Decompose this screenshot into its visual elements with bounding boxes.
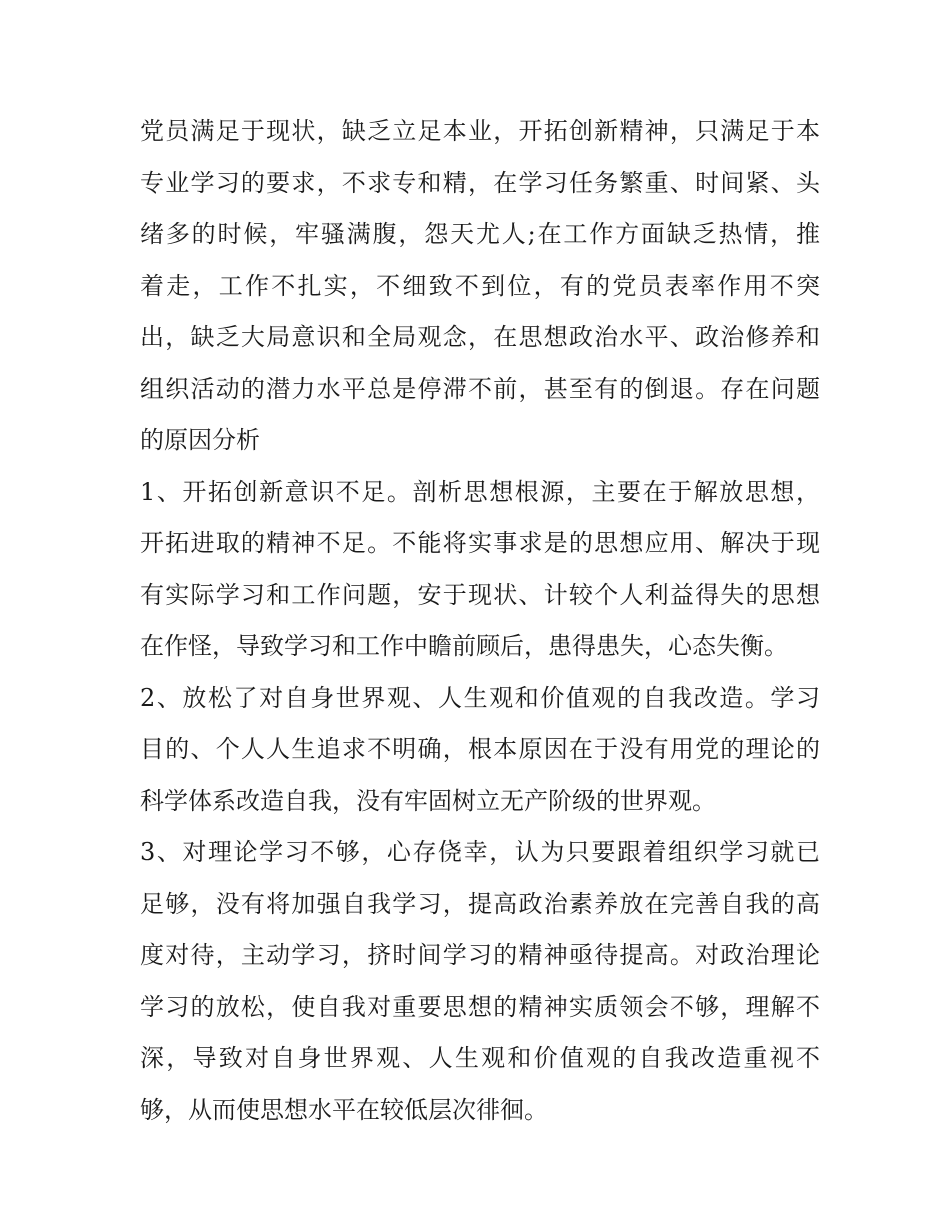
text-line: 足够，没有将加强自我学习，提高政治素养放在完善自我的高 [140,889,820,918]
text-line: 党员满足于现状，缺乏立足本业，开拓创新精神，只满足于本 [140,117,820,145]
text-line: 在作怪，导致学习和工作中瞻前顾后，患得患失，心态失衡。 [140,632,788,660]
point-2-line: 2、放松了对自身世界观、人生观和价值观的自我改造。学习 [140,683,820,712]
text-line: 着走，工作不扎实，不细致不到位，有的党员表率作用不突 [140,271,820,300]
text-line: 有实际学习和工作问题，安于现状、计较个人利益得失的思想 [140,580,820,609]
text-line: 绪多的时候，牢骚满腹，怨天尤人;在工作方面缺乏热情，推 [140,220,820,248]
text-line: 度对待，主动学习，挤时间学习的精神亟待提高。对政治理论 [140,941,820,969]
text-line: 科学体系改造自我，没有牢固树立无产阶级的世界观。 [140,786,716,815]
text-line: 组织活动的潜力水平总是停滞不前，甚至有的倒退。存在问题 [140,374,820,403]
point-1-line: 1、开拓创新意识不足。剖析思想根源，主要在于解放思想， [140,477,820,506]
text-line: 专业学习的要求，不求专和精，在学习任务繁重、时间紧、头 [140,168,820,197]
section-heading-line: 的原因分析 [140,426,260,454]
text-line: 学习的放松，使自我对重要思想的精神实质领会不够，理解不 [140,992,820,1021]
text-line: 开拓进取的精神不足。不能将实事求是的思想应用、解决于现 [140,529,820,557]
text-line: 出，缺乏大局意识和全局观念，在思想政治水平、政治修养和 [140,323,820,351]
point-3-line: 3、对理论学习不够，心存侥幸，认为只要跟着组织学习就已 [140,838,820,866]
document-body [140,106,820,1136]
text-line: 深，导致对自身世界观、人生观和价值观的自我改造重视不 [140,1044,820,1072]
text-line: 目的、个人人生追求不明确，根本原因在于没有用党的理论的 [140,735,820,763]
text-line: 够，从而使思想水平在较低层次徘徊。 [140,1095,548,1124]
